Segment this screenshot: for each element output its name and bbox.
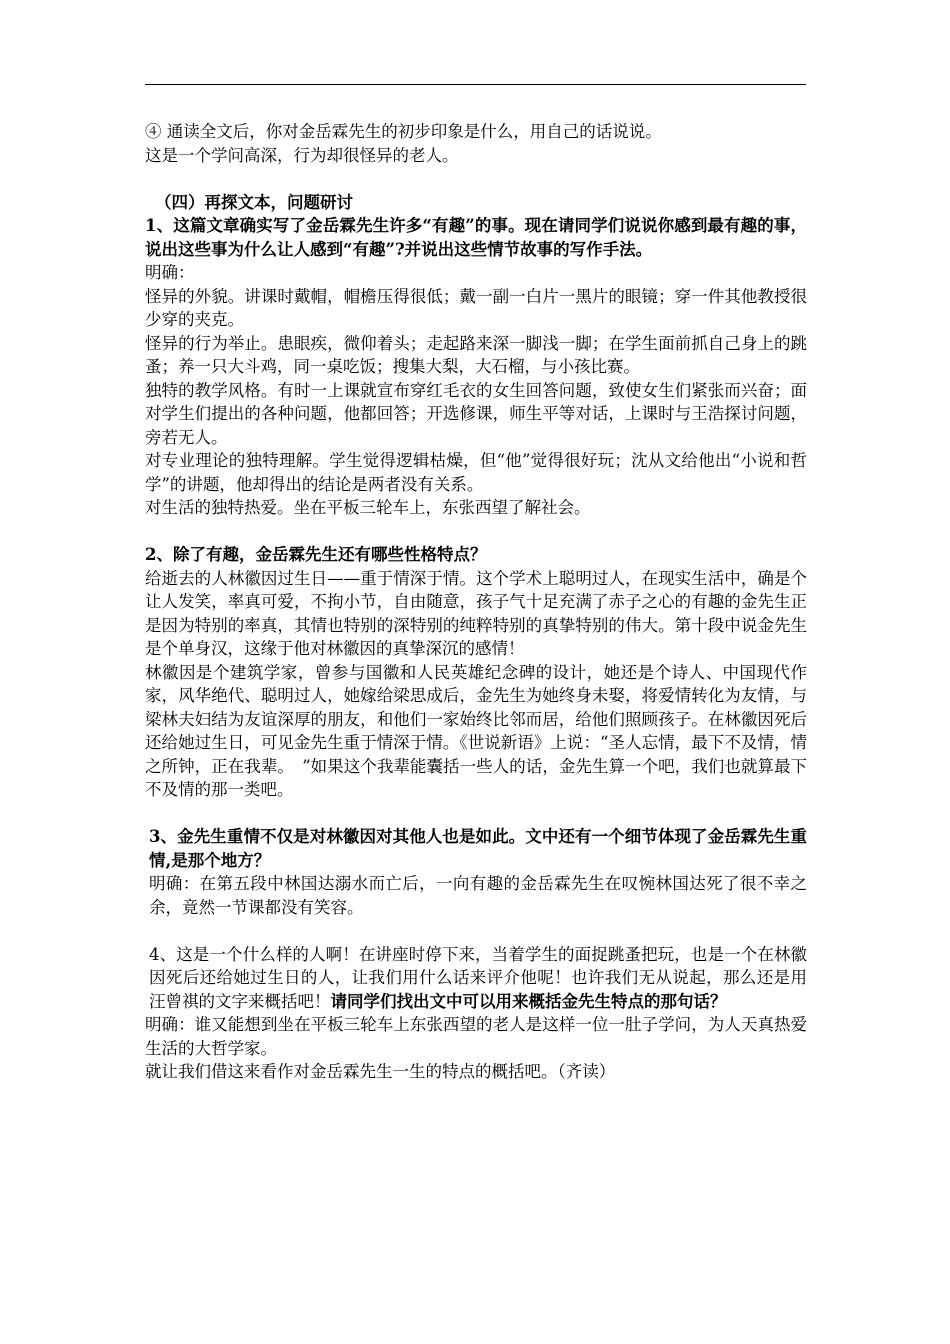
question-4 [145,943,807,1014]
section-heading: （四）再探文本，问题研讨 [155,192,353,212]
question-1-item: 独特的教学风格。有时一上课就宣布穿红毛衣的女生回答问题，致使女生们紧张而兴奋；面对学生们提出的各种问题，他都回答；开选修课，师生平等对话，上课时与王浩探讨问题，旁若无人。 [145,380,807,447]
question-2-answer-1: 给逝去的人林徽因过生日——重于情深于情。这个学术上聪明过人，在现实生活中，确是个让人发笑，率真可爱，不拘小节，自由随意，孩子气十足充满了赤子之心的有趣的金先生正是因为特别的率真，其情也特别的深特别的纯粹特别的真挚特别的伟大。第十段中说金先生是个单身汉，这缘于他对林徽因的真挚深沉的感情！ [145,568,807,658]
question-4-prompt: 请同学们找出文中可以用来概括金先生特点的那句话？ [330,991,727,1011]
question-1-label: 明确： [145,263,195,282]
question-2-answer-2: 林徽因是个建筑学家，曾参与国徽和人民英雄纪念碑的设计，她还是个诗人、中国现代作家，风华绝代、聪明过人，她嫁给梁思成后，金先生为她终身未娶，将爱情转化为友情，与梁林夫妇结为友谊深厚的朋友，和他们一家始终比邻而居，给他们照顾孩子。在林徽因死后还给她过生日，可见金先生重于情深于情。《世说新语》上说：“圣人忘情，最下不及情，情之所钟，正在我辈。 ”如果这个我辈能囊括一些人的话，金先生算一个吧，我们也就算最下不及情的那一类吧。 [145,662,807,799]
question-4-answer-1: 明确：谁又能想到坐在平板三轮车上东张西望的老人是这样一位一肚子学问，为人天真热爱生活的大哲学家。 [145,1015,807,1058]
intro-question: ④ 通读全文后，你对金岳霖先生的初步印象是什么，用自己的话说说。 [145,122,662,141]
question-3: 3、金先生重情不仅是对林徽因对其他人也是如此。文中还有一个细节体现了金岳霖先生重情,是那个地方？ [149,827,807,870]
question-1: 1、这篇文章确实写了金岳霖先生许多“有趣”的事。现在请同学们说说你感到最有趣的事，说出这些事为什么让人感到“有趣”?并说出这些情节故事的写作手法。 [145,216,807,259]
document-body [145,120,807,1084]
intro-answer: 这是一个学问高深，行为却很怪异的老人。 [145,145,459,165]
question-4-text: 4、这是一个什么样的人啊！在讲座时停下来，当着学生的面捉跳蚤把玩，也是一个在林徽因死后还给她过生日的人，让我们用什么话来评介他呢！也许我们无从说起，那么还是用汪曾祺的文字来概括吧！ [149,944,807,1011]
question-4-answer-2: 就让我们借这来看作对金岳霖先生一生的特点的概括吧。（齐读） [145,1062,616,1081]
question-2: 2、除了有趣，金岳霖先生还有哪些性格特点？ [145,545,487,564]
header-rule [145,84,806,85]
question-1-item: 怪异的行为举止。患眼疾，微仰着头；走起路来深一脚浅一脚；在学生面前抓自己身上的跳蚤；养一只大斗鸡，同一桌吃饭；搜集大梨，大石榴，与小孩比赛。 [145,333,807,376]
question-1-item: 怪异的外貌。讲课时戴帽，帽檐压得很低；戴一副一白片一黑片的眼镜；穿一件其他教授很少穿的夹克。 [145,286,807,329]
question-1-item: 对专业理论的独特理解。学生觉得逻辑枯燥，但“他”觉得很好玩；沈从文给他出“小说和哲学”的讲题，他却得出的结论是两者没有关系。 [145,451,807,494]
question-1-item: 对生活的独特热爱。坐在平板三轮车上，东张西望了解社会。 [145,498,591,517]
question-3-answer: 明确：在第五段中林国达溺水而亡后，一向有趣的金岳霖先生在叹惋林国达死了很不幸之余，竟然一节课都没有笑容。 [149,874,807,917]
